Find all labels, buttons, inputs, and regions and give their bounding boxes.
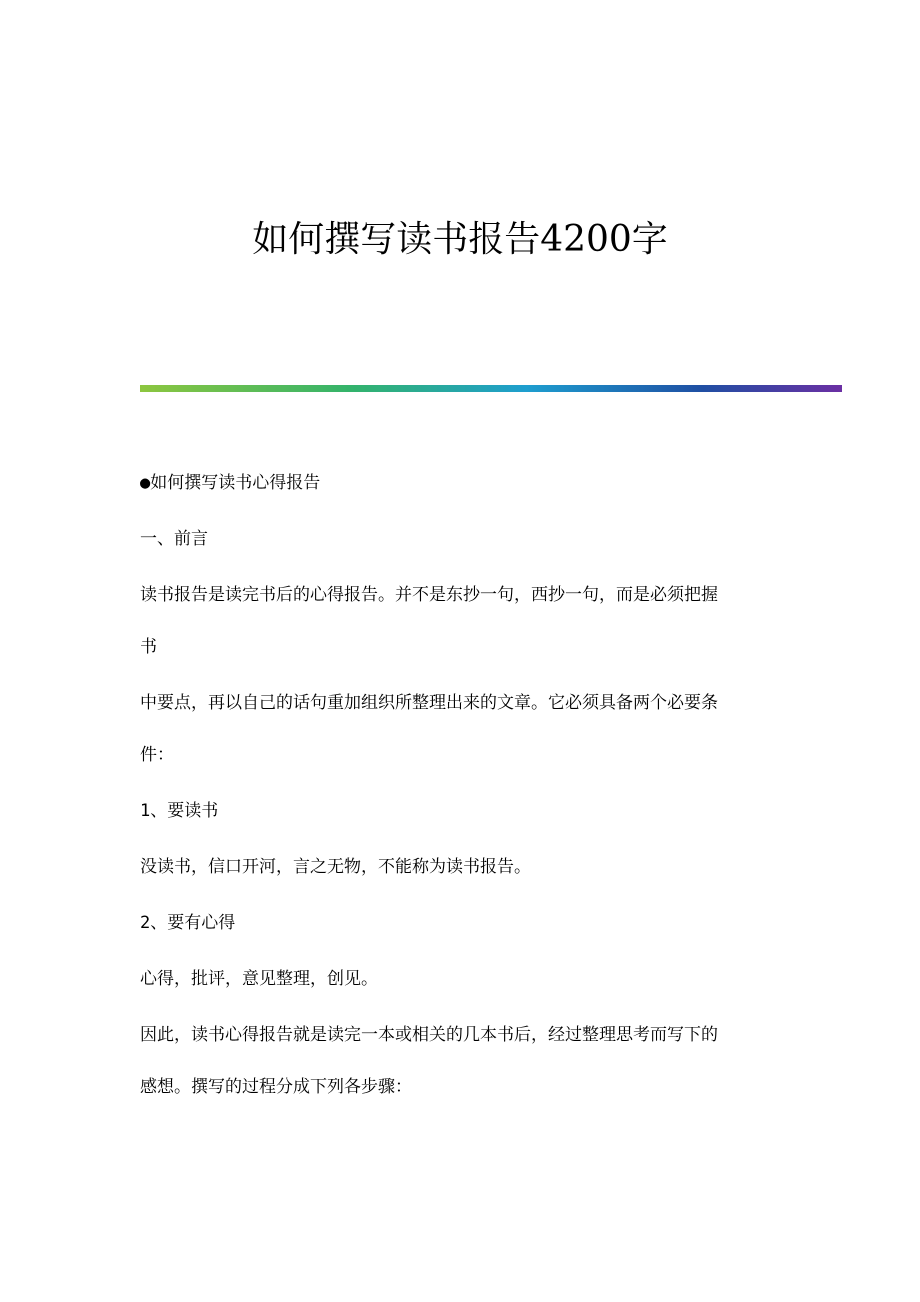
paragraph-2-line-2: 件：	[140, 745, 174, 765]
section-title: ●如何撰写读书心得报告	[140, 473, 321, 493]
paragraph-2-line-1: 中要点，再以自己的话句重加组织所整理出来的文章。它必须具备两个必要条	[140, 693, 718, 713]
item-1-heading: 1、要读书	[140, 801, 219, 821]
title-divider-bar	[140, 385, 842, 392]
paragraph-1-line-1: 读书报告是读完书后的心得报告。并不是东抄一句，西抄一句，而是必须把握	[140, 585, 718, 605]
item-2-heading: 2、要有心得	[140, 913, 236, 933]
document-body	[140, 470, 780, 1130]
paragraph-3-line-2: 感想。撰写的过程分成下列各步骤：	[140, 1077, 412, 1097]
item-2-text: 心得，批评，意见整理，创见。	[140, 969, 378, 989]
paragraph-1-line-2: 书	[140, 637, 157, 657]
document-title: 如何撰写读书报告4200字	[252, 219, 668, 260]
preface-heading: 一、前言	[140, 529, 208, 549]
item-1-text: 没读书，信口开河，言之无物，不能称为读书报告。	[140, 857, 531, 877]
paragraph-3-line-1: 因此，读书心得报告就是读完一本或相关的几本书后，经过整理思考而写下的	[140, 1025, 718, 1045]
